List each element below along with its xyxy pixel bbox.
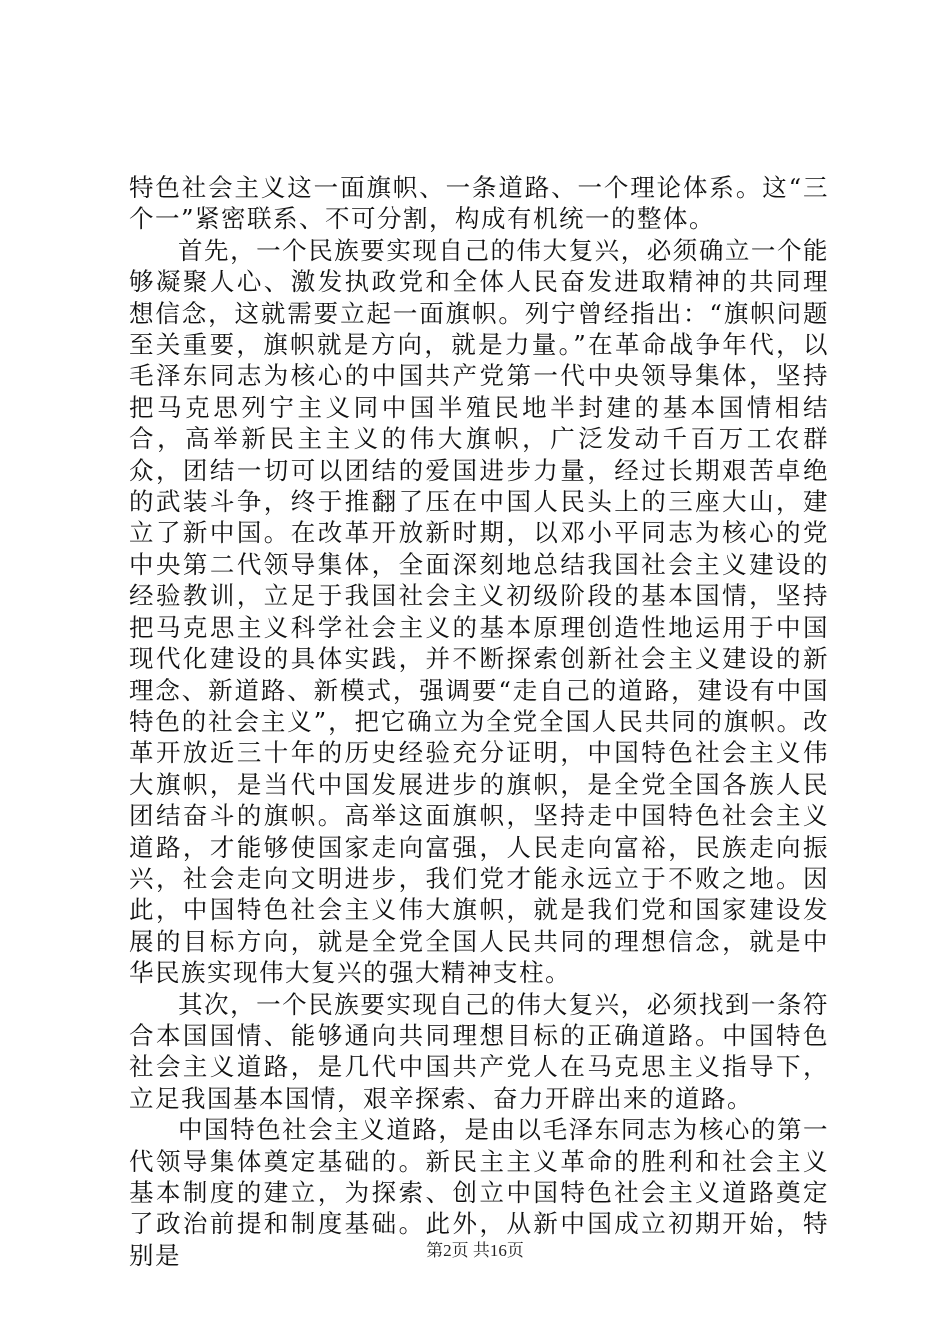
page-number-label: 第2页 共16页 xyxy=(426,1241,524,1260)
paragraph-3: 其次，一个民族要实现自己的伟大复兴，必须找到一条符合本国国情、能够通向共同理想目标的正确道路。中国特色社会主义道路，是几代中国共产党人在马克思主义指导下，立足我国基本国情，艰辛探索、奋力开辟出来的道路。 xyxy=(129,989,829,1113)
paragraph-2: 首先，一个民族要实现自己的伟大复兴，必须确立一个能够凝聚人心、激发执政党和全体人民奋发进取精神的共同理想信念，这就需要立起一面旗帜。列宁曾经指出：“旗帜问题至关重要，旗帜就是方向，就是力量。”在革命战争年代，以毛泽东同志为核心的中国共产党第一代中央领导集体，坚持把马克思列宁主义同中国半殖民地半封建的基本国情相结合，高举新民主主义的伟大旗帜，广泛发动千百万工农群众，团结一切可以团结的爱国进步力量，经过长期艰苦卓绝的武装斗争，终于推翻了压在中国人民头上的三座大山，建立了新中国。在改革开放新时期，以邓小平同志为核心的党中央第二代领导集体，全面深刻地总结我国社会主义建设的经验教训，立足于我国社会主义初级阶段的基本国情，坚持把马克思主义科学社会主义的基本原理创造性地运用于中国现代化建设的具体实践，并不断探索创新社会主义建设的新理念、新道路、新模式，强调要“走自己的道路，建设有中国特色的社会主义”，把它确立为全党全国人民共同的旗帜。改革开放近三十年的历史经验充分证明，中国特色社会主义伟大旗帜，是当代中国发展进步的旗帜，是全党全国各族人民团结奋斗的旗帜。高举这面旗帜，坚持走中国特色社会主义道路，才能够使国家走向富强，人民走向富裕，民族走向振兴，社会走向文明进步，我们党才能永远立于不败之地。因此，中国特色社会主义伟大旗帜，就是我们党和国家建设发展的目标方向，就是全党全国人民共同的理想信念，就是中华民族实现伟大复兴的强大精神支柱。 xyxy=(129,235,829,988)
paragraph-4: 中国特色社会主义道路，是由以毛泽东同志为核心的第一代领导集体奠定基础的。新民主主义革命的胜利和社会主义基本制度的建立，为探索、创立中国特色社会主义道路奠定了政治前提和制度基础。此外，从新中国成立初期开始，特别是 xyxy=(129,1115,829,1270)
document-body xyxy=(129,172,829,1271)
page-footer xyxy=(0,1240,950,1262)
paragraph-1: 特色社会主义这一面旗帜、一条道路、一个理论体系。这“三个一”紧密联系、不可分割，构成有机统一的整体。 xyxy=(129,173,829,234)
